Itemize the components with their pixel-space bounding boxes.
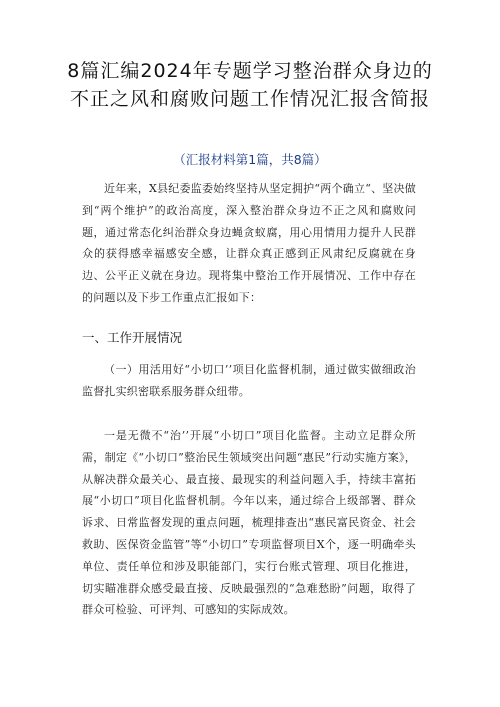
subsection-paragraph-1: （一）用活用好“小切口’’项目化监督机制，通过做实做细政治监督扎实织密联系服务群众纽带。 bbox=[82, 363, 416, 398]
document-subtitle: （汇报材料第1篇，共8篇） bbox=[173, 152, 327, 167]
intro-paragraph: 近年来，X县纪委监委始终坚持从坚定拥护“两个确立“、坚决做到“两个维护”的政治高度，深入整治群众身边不正之风和腐败问题，通过常态化纠治群众身边蝇贪蚁腐，用心用情用力提升人民群众的获得感幸福感安全感，让群众真正感到正风肃纪反腐就在身边、公平正义就在身边。现将集中整治工作开展情况、工作中存在的问题以及下步工作重点汇报如下： bbox=[82, 182, 416, 304]
body-paragraph-1: 一是无微不“治’’开展“小切口”项目化监督。主动立足群众所需，制定《“小切口”整治民生领域突出问题“惠民”行动实施方案》，从解决群众最关心、最直接、最现实的利益问题入手，持续丰富拓展“小切口”项目化监督机制。今年以来，通过综合上级部署、群众诉求、日常监督发现的重点问题，梳理排查出“惠民富民资金、社会救助、医保资金监管”等“小切口”专项监督项目X个，逐一明确牵头单位、责任单位和涉及职能部门，实行台账式管理、项目化推进，切实瞄准群众感受最直接、反映最强烈的“急难愁盼”问题，取得了群众可检验、可评判、可感知的实际成效。 bbox=[82, 429, 416, 617]
title-line-1: 8篇汇编2024年专题学习整治群众身边的 bbox=[67, 60, 433, 82]
document-title bbox=[40, 57, 460, 113]
title-line-2: 不正之风和腐败问题工作情况汇报含简报 bbox=[69, 88, 430, 110]
section-heading-1: 一、工作开展情况 bbox=[82, 330, 183, 345]
